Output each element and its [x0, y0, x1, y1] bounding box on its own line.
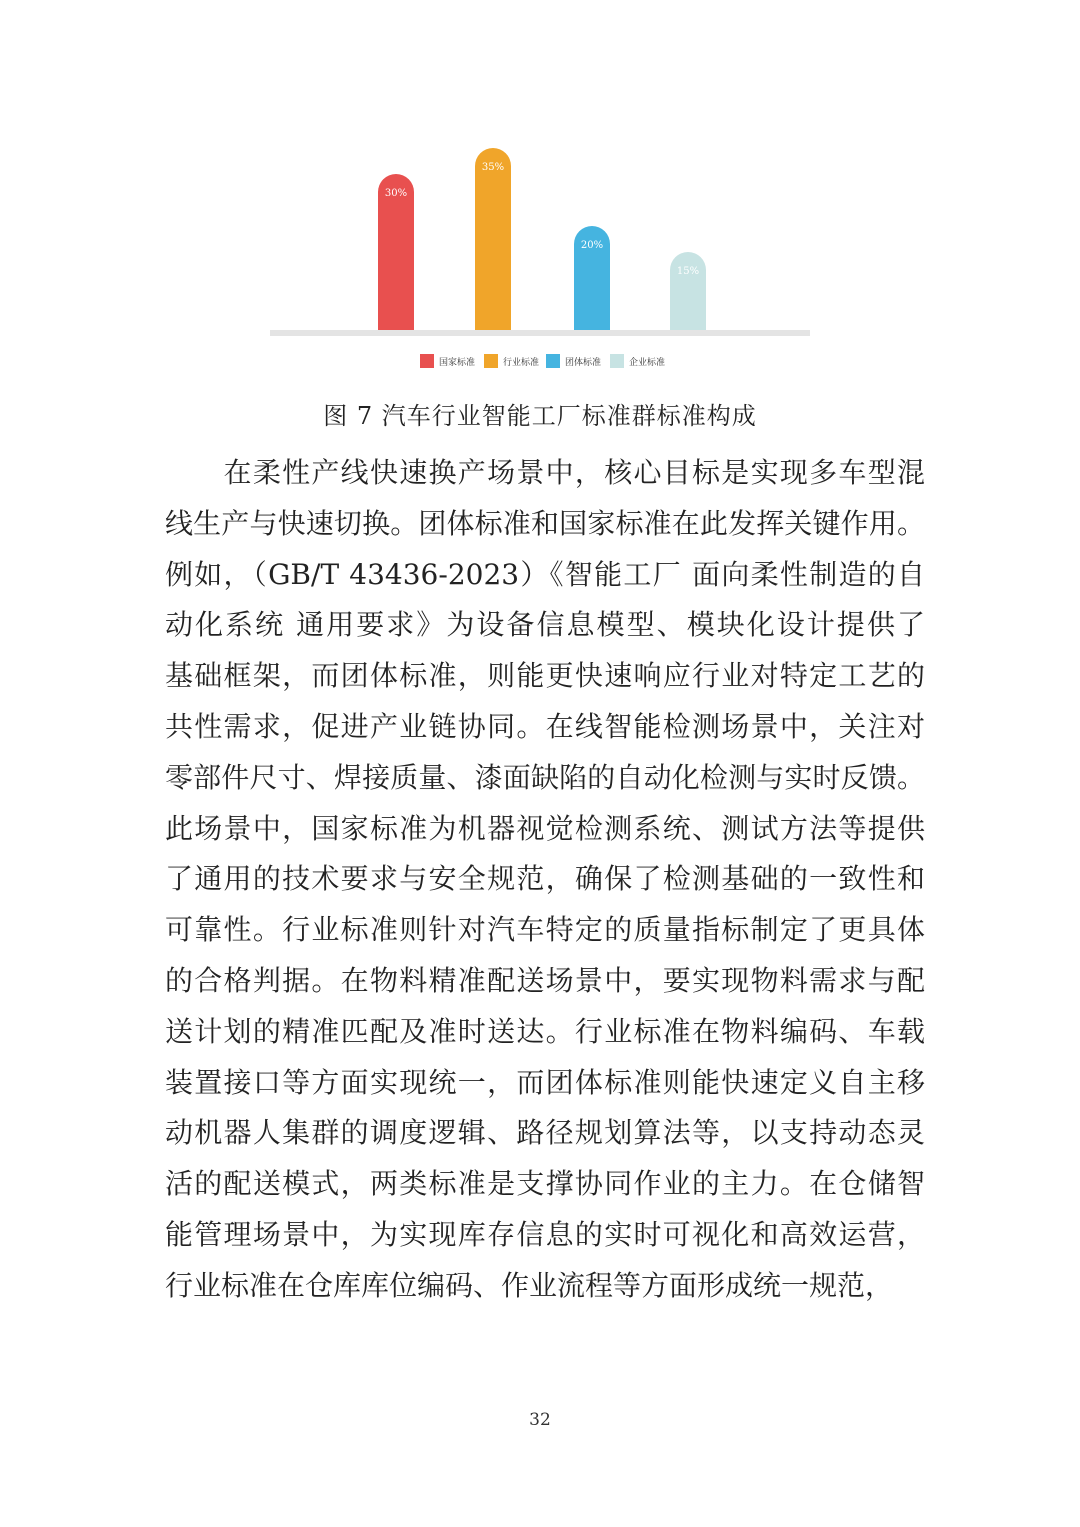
legend-swatch: [420, 354, 434, 368]
legend-swatch: [546, 354, 560, 368]
body-line: 动化系统 通用要求》为设备信息模型、模块化设计提供了: [165, 608, 925, 642]
body-line: 能管理场景中，为实现库存信息的实时可视化和高效运营，: [165, 1217, 925, 1251]
legend-label: 团体标准: [565, 358, 602, 368]
bars-group: [378, 148, 706, 330]
bar-4: [670, 252, 706, 330]
body-line: 了通用的技术要求与安全规范，确保了检测基础的一致性和: [165, 862, 925, 896]
body-line: 例如，（GB/T 43436-2023）《智能工厂 面向柔性制造的自: [165, 557, 925, 591]
figure-caption: 图 7 汽车行业智能工厂标准群标准构成: [323, 402, 757, 430]
page-number: 32: [529, 1410, 551, 1430]
legend-label: 行业标准: [503, 358, 540, 368]
legend-swatch: [610, 354, 624, 368]
bar-data-label: 20%: [580, 240, 604, 251]
standards-bar-chart: [260, 130, 820, 390]
legend-label: 国家标准: [439, 358, 476, 368]
body-paragraph: [165, 448, 925, 1312]
bar-data-label: 35%: [481, 162, 505, 173]
body-line: 基础框架，而团体标准，则能更快速响应行业对特定工艺的: [165, 659, 925, 693]
bar-2: [475, 148, 511, 330]
bar-data-label: 30%: [384, 188, 408, 199]
body-line: 零部件尺寸、焊接质量、漆面缺陷的自动化检测与实时反馈。: [165, 760, 925, 794]
body-line: 送计划的精准匹配及准时送达。行业标准在物料编码、车载: [165, 1014, 925, 1048]
chart-legend: [420, 354, 665, 368]
chart-baseline: [270, 330, 810, 336]
body-line: 线生产与快速切换。团体标准和国家标准在此发挥关键作用。: [165, 506, 925, 540]
legend-swatch: [484, 354, 498, 368]
body-line: 可靠性。行业标准则针对汽车特定的质量指标制定了更具体: [165, 913, 925, 947]
bar-data-label: 15%: [676, 266, 700, 277]
legend-label: 企业标准: [629, 358, 666, 368]
body-line: 共性需求，促进产业链协同。在线智能检测场景中，关注对: [165, 709, 925, 743]
body-line: 装置接口等方面实现统一，而团体标准则能快速定义自主移: [165, 1065, 925, 1099]
body-line: 在柔性产线快速换产场景中，核心目标是实现多车型混: [165, 456, 925, 489]
body-line: 行业标准在仓库库位编码、作业流程等方面形成统一规范，: [165, 1268, 894, 1302]
body-line: 的合格判据。在物料精准配送场景中，要实现物料需求与配: [165, 963, 925, 997]
body-line: 此场景中，国家标准为机器视觉检测系统、测试方法等提供: [165, 811, 925, 845]
body-line: 活的配送模式，两类标准是支撑协同作业的主力。在仓储智: [165, 1167, 925, 1201]
body-line: 动机器人集群的调度逻辑、路径规划算法等，以支持动态灵: [165, 1116, 925, 1150]
